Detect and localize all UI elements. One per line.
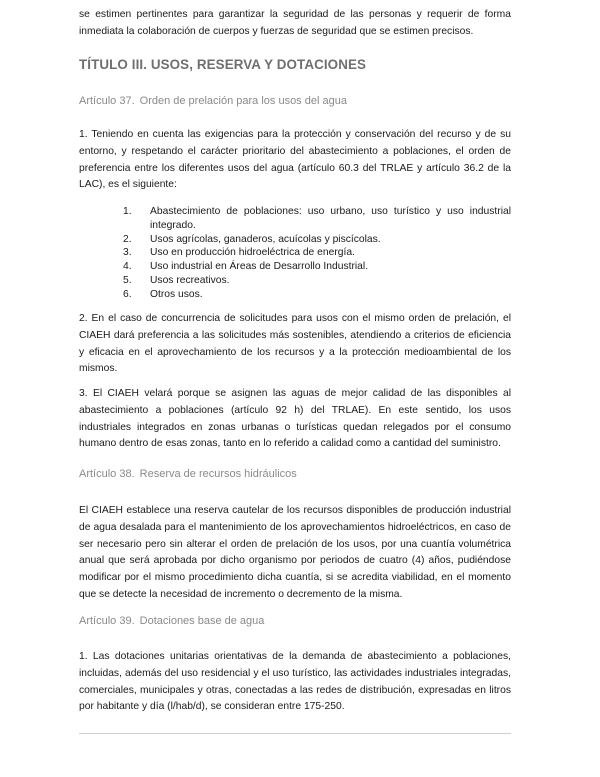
article-39-paragraph: 1. Las dotaciones unitarias orientativas de la demanda de abastecimiento a poblaciones, incluidas, además del uso residencial y el uso turístico, las actividades industriales integradas, comerciales, municipales y otras, conectadas a las redes de distribución, expresadas en litros por habitante y día (l/hab/d), se consideran entre 175-250. bbox=[79, 651, 511, 713]
article-37-paragraph-3: 3. El CIAEH velará porque se asignen las aguas de mejor calidad de las disponibles al abastecimiento a poblaciones (artículo 92 h) del TRLAE). En este sentido, los usos industriales integrados en zonas urbanas o turísticas quedan relegados por el consumo humano dentro de esas zonas, tanto en lo referido a calidad como a cantidad del suministro. bbox=[79, 388, 511, 450]
article-37-number: Artículo 37. bbox=[79, 95, 135, 107]
list-item: 5. Usos recreativos. bbox=[123, 274, 230, 286]
article-37-paragraph-2: 2. En el caso de concurrencia de solicitudes para usos con el mismo orden de prelación, el CIAEH dará preferencia a las solicitudes más sostenibles, atendiendo a criterios de eficiencia y eficacia en el aprovechamiento de los recursos y a la protección medioambiental de los mismos. bbox=[79, 313, 511, 375]
intro-paragraph: se estimen pertinentes para garantizar la seguridad de las personas y requerir de forma inmediata la colaboración de cuerpos y fuerzas de seguridad que se estimen precisos. bbox=[79, 9, 511, 37]
title-heading: TÍTULO III. USOS, RESERVA Y DOTACIONES bbox=[79, 57, 367, 72]
article-38-paragraph: El CIAEH establece una reserva cautelar de los recursos disponibles de producción industrial de agua desalada para el mantenimiento de los aprovechamientos hidroeléctricos, en caso de ser necesario pero sin alterar el orden de prelación de los usos, por una cuantía volumétrica anual que será aprobada por dicho organismo por periodos de cuatro (4) años, pudiéndose modificar por el mismo procedimiento dicha cuantía, si se acredita viabilidad, en el momento que se detecte la necesidad de incremento o decremento de la misma. bbox=[79, 505, 511, 600]
article-37-name: Orden de prelación para los usos del agua bbox=[139, 95, 347, 107]
article-38-number: Artículo 38. bbox=[79, 468, 135, 480]
article-39-name: Dotaciones base de agua bbox=[139, 615, 265, 627]
article-39-heading bbox=[79, 615, 264, 627]
list-item: 1. Abastecimiento de poblaciones: uso urbano, uso turístico y uso industrial integrado. bbox=[123, 206, 511, 231]
bottom-divider bbox=[79, 733, 511, 734]
article-37-heading bbox=[79, 95, 347, 107]
article-37-paragraph-1: 1. Teniendo en cuenta las exigencias para la protección y conservación del recurso y de su entorno, y respetando el carácter prioritario del abastecimiento a poblaciones, el orden de preferencia entre los diferentes usos del agua (artículo 60.3 del TRLAE y artículo 36.2 de la LAC), es el siguiente: bbox=[79, 129, 511, 191]
article-39-number: Artículo 39. bbox=[79, 615, 135, 627]
article-38-heading bbox=[79, 468, 297, 480]
list-item: 6. Otros usos. bbox=[123, 288, 203, 300]
list-item: 3. Uso en producción hidroeléctrica de energía. bbox=[123, 247, 355, 259]
article-38-name: Reserva de recursos hidráulicos bbox=[139, 468, 297, 480]
list-item: 4. Uso industrial en Áreas de Desarrollo Industrial. bbox=[123, 261, 369, 273]
usage-priority-list bbox=[123, 205, 511, 302]
list-item: 2. Usos agrícolas, ganaderos, acuícolas y piscícolas. bbox=[123, 233, 381, 245]
